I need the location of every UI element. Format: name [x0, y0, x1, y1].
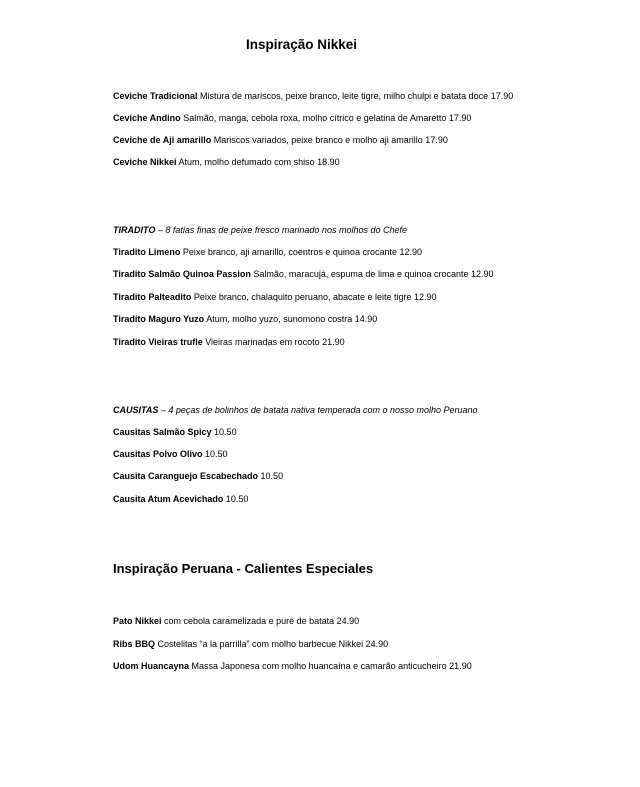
menu-item-name: Pato Nikkei — [113, 616, 162, 626]
menu-item-desc: Mistura de mariscos, peixe branco, leite tigre, milho chulpi e batata doce 17.90 — [197, 91, 514, 101]
menu-item — [113, 426, 237, 438]
menu-item — [113, 493, 248, 505]
menu-item-desc: Peixe branco, aji amarillo, coentros e quinoa crocante 12.90 — [180, 247, 422, 257]
menu-item — [113, 90, 513, 102]
menu-item-desc: Mariscos variados, peixe branco e molho aji amarillo 17.90 — [211, 135, 448, 145]
menu-item — [113, 156, 340, 168]
menu-item — [113, 313, 377, 325]
section-intro-name: CAUSITAS — [113, 405, 159, 415]
menu-item-desc: Atum, molho defumado com shiso 18.90 — [176, 157, 340, 167]
menu-item — [113, 336, 345, 348]
menu-item — [113, 112, 471, 124]
section-title-peruana: Inspiração Peruana - Calientes Especiales — [113, 561, 374, 576]
section-intro-desc: – 8 fatias finas de peixe fresco marinado nos molhos do Chefe — [155, 225, 407, 235]
menu-item — [113, 615, 359, 627]
menu-item-name: Ceviche Nikkei — [113, 157, 177, 167]
menu-item-name: Causita Atum Acevichado — [113, 494, 224, 504]
menu-item — [113, 134, 448, 146]
section-intro-causitas — [113, 404, 478, 416]
menu-item-desc: Peixe branco, chalaquito peruano, abacate e leite tigre 12.90 — [191, 292, 437, 302]
menu-item-name: Ceviche Tradicional — [113, 91, 198, 101]
menu-item-desc: 10.50 — [211, 427, 237, 437]
menu-item-name: Ceviche de Aji amarillo — [113, 135, 212, 145]
menu-item — [113, 660, 472, 672]
menu-item-desc: com cebola caramelizada e puré de batata 24.90 — [161, 616, 360, 626]
menu-item-name: Ceviche Andino — [113, 113, 181, 123]
menu-item-name: Ribs BBQ — [113, 639, 156, 649]
menu-item-desc: 10.50 — [223, 494, 249, 504]
menu-item-name: Causitas Salmão Spicy — [113, 427, 212, 437]
menu-item — [113, 470, 283, 482]
menu-item — [113, 638, 388, 650]
menu-item-desc: Salmão, maracujá, espuma de lima e quinoa crocante 12.90 — [250, 269, 494, 279]
menu-item — [113, 246, 422, 258]
menu-item-desc: Vieiras marinadas em rocoto 21.90 — [202, 337, 345, 347]
section-intro-tiradito — [113, 224, 407, 236]
menu-item-name: Causitas Polvo Olivo — [113, 449, 203, 459]
menu-item-desc: Costelitas “a la parrilla” com molho barbecue Nikkei 24.90 — [155, 639, 389, 649]
menu-item — [113, 448, 228, 460]
menu-item — [113, 268, 494, 280]
menu-item-name: Tiradito Vieiras trufle — [113, 337, 203, 347]
menu-item-name: Tiradito Salmão Quinoa Passion — [113, 269, 251, 279]
menu-item — [113, 291, 437, 303]
menu-item-name: Tiradito Maguro Yuzo — [113, 314, 205, 324]
menu-item-desc: Salmão, manga, cebola roxa, molho cítrico e gelatina de Amaretto 17.90 — [180, 113, 472, 123]
menu-item-name: Udom Huancayna — [113, 661, 190, 671]
section-intro-name: TIRADITO — [113, 225, 156, 235]
menu-item-desc: 10.50 — [202, 449, 228, 459]
section-intro-desc: – 4 peças de bolinhos de batata nativa temperada com o nosso molho Peruano — [158, 405, 478, 415]
menu-item-desc: Atum, molho yuzo, sunomono costra 14.90 — [204, 314, 378, 324]
menu-item-desc: 10.50 — [258, 471, 284, 481]
menu-item-name: Tiradito Palteadito — [113, 292, 192, 302]
menu-item-name: Causita Caranguejo Escabechado — [113, 471, 259, 481]
menu-item-name: Tiradito Limeno — [113, 247, 181, 257]
section-title-nikkei: Inspiração Nikkei — [246, 37, 358, 52]
menu-item-desc: Massa Japonesa com molho huancaína e camarão anticucheiro 21.90 — [189, 661, 472, 671]
